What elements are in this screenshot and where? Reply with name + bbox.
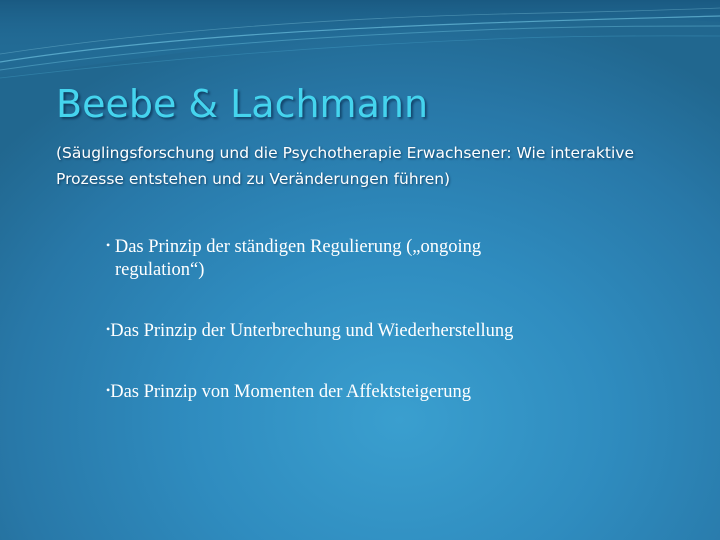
bullet-text: Das Prinzip der Unterbrechung und Wiederherstellung xyxy=(110,321,514,341)
bullet-text-line2: regulation“) xyxy=(115,260,205,280)
bullet-text: Das Prinzip von Momenten der Affektsteigerung xyxy=(110,382,472,402)
bullet-item xyxy=(106,234,626,282)
bullet-icon: • xyxy=(106,322,111,336)
bullet-list xyxy=(106,234,626,440)
bullet-icon: • xyxy=(106,383,111,397)
bullet-icon: • xyxy=(106,238,111,252)
bullet-text-line1: Das Prinzip der ständigen Regulierung („ongoing xyxy=(114,237,482,257)
bullet-item xyxy=(106,379,626,404)
bullet-item xyxy=(106,318,626,343)
slide-subtitle: (Säuglingsforschung und die Psychotherapie Erwachsener: Wie interaktive Prozesse entstehen und zu Veränderungen führen) xyxy=(56,144,634,188)
slide-title: Beebe & Lachmann xyxy=(56,82,429,126)
decorative-wave xyxy=(0,0,720,90)
